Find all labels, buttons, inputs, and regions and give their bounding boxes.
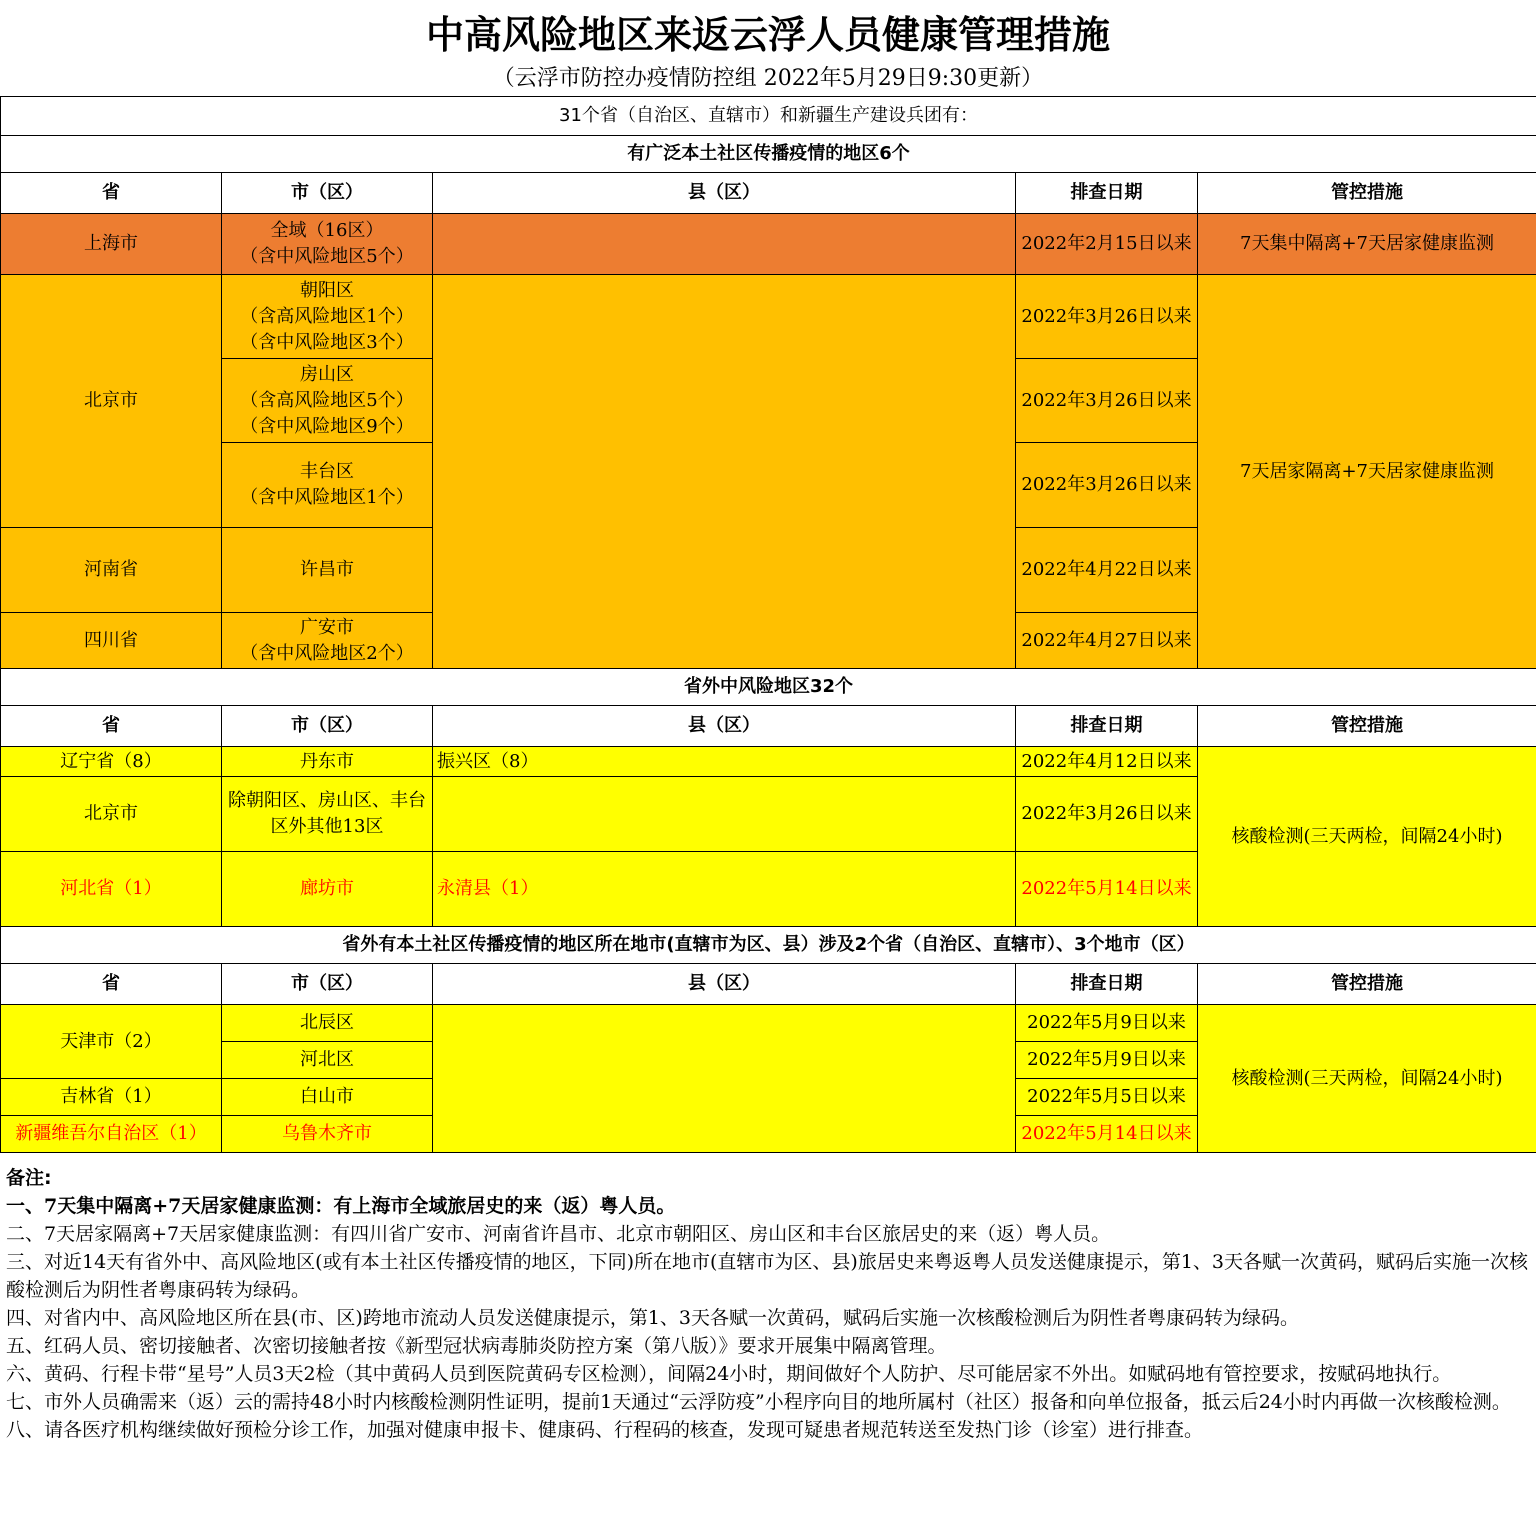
- county-cell: [433, 1005, 1016, 1153]
- city-cell: 许昌市: [222, 528, 433, 613]
- col-header-province: 省: [1, 173, 222, 214]
- province-cell: 河南省: [1, 528, 222, 613]
- city-cell: 房山区 （含高风险地区5个） （含中风险地区9个）: [222, 359, 433, 443]
- county-cell: [433, 214, 1016, 275]
- city-cell: 全域（16区） （含中风险地区5个）: [222, 214, 433, 275]
- province-cell: 辽宁省（8）: [1, 747, 222, 777]
- col-header-province: 省: [1, 706, 222, 747]
- date-cell: 2022年3月26日以来: [1016, 443, 1198, 528]
- col-header-county: 县（区）: [433, 706, 1016, 747]
- measure-cell: 核酸检测(三天两检，间隔24小时): [1198, 747, 1536, 927]
- col-header-county: 县（区）: [433, 173, 1016, 214]
- measure-cell: 7天集中隔离+7天居家健康监测: [1198, 214, 1536, 275]
- city-cell: 北辰区: [222, 1005, 433, 1042]
- province-cell: 上海市: [1, 214, 222, 275]
- city-cell: 除朝阳区、房山区、丰台区外其他13区: [222, 777, 433, 852]
- city-cell: 白山市: [222, 1079, 433, 1116]
- date-cell: 2022年3月26日以来: [1016, 275, 1198, 359]
- note-item: 二、7天居家隔离+7天居家健康监测：有四川省广安市、河南省许昌市、北京市朝阳区、房山区和丰台区旅居史的来（返）粤人员。: [6, 1223, 1111, 1245]
- date-cell: 2022年5月9日以来: [1016, 1005, 1198, 1042]
- col-header-province: 省: [1, 964, 222, 1005]
- col-header-measure: 管控措施: [1198, 173, 1536, 214]
- province-cell: 四川省: [1, 613, 222, 669]
- city-cell: 乌鲁木齐市: [222, 1116, 433, 1153]
- date-cell: 2022年3月26日以来: [1016, 359, 1198, 443]
- date-cell: 2022年5月14日以来: [1016, 1116, 1198, 1153]
- col-header-measure: 管控措施: [1198, 706, 1536, 747]
- city-cell: 丹东市: [222, 747, 433, 777]
- table-row: [1, 747, 1536, 777]
- section3-heading: 省外有本土社区传播疫情的地区所在地市(直辖市为区、县）涉及2个省（自治区、直辖市）、3个地市（区）: [1, 927, 1536, 964]
- county-cell: 永清县（1）: [433, 852, 1016, 927]
- table-row: [1, 214, 1536, 275]
- col-header-city: 市（区）: [222, 173, 433, 214]
- section1-heading: 有广泛本土社区传播疫情的地区6个: [1, 136, 1536, 173]
- col-header-city: 市（区）: [222, 706, 433, 747]
- note-item: 三、对近14天有省外中、高风险地区(或有本土社区传播疫情的地区，下同)所在地市(直辖市为区、县)旅居史来粤返粤人员发送健康提示，第1、3天各赋一次黄码，赋码后实施一次核酸检测后为阴性者粤康码转为绿码。: [6, 1251, 1529, 1301]
- note-item: 七、市外人员确需来（返）云的需持48小时内核酸检测阴性证明，提前1天通过“云浮防疫”小程序向目的地所属村（社区）报备和向单位报备，抵云后24小时内再做一次核酸检测。: [6, 1391, 1511, 1413]
- note-item: 六、黄码、行程卡带“星号”人员3天2检（其中黄码人员到医院黄码专区检测），间隔24小时，期间做好个人防护、尽可能居家不外出。如赋码地有管控要求，按赋码地执行。: [6, 1363, 1452, 1385]
- col-header-date: 排查日期: [1016, 964, 1198, 1005]
- table-row: [1, 275, 1536, 359]
- province-cell: 吉林省（1）: [1, 1079, 222, 1116]
- province-cell: 北京市: [1, 777, 222, 852]
- date-cell: 2022年5月14日以来: [1016, 852, 1198, 927]
- city-cell: 丰台区 （含中风险地区1个）: [222, 443, 433, 528]
- page-title: 中高风险地区来返云浮人员健康管理措施: [425, 13, 1110, 57]
- county-cell: [433, 777, 1016, 852]
- col-header-county: 县（区）: [433, 964, 1016, 1005]
- city-cell: 朝阳区 （含高风险地区1个） （含中风险地区3个）: [222, 275, 433, 359]
- date-cell: 2022年4月27日以来: [1016, 613, 1198, 669]
- date-cell: 2022年3月26日以来: [1016, 777, 1198, 852]
- county-cell: 振兴区（8）: [433, 747, 1016, 777]
- note-item: 五、红码人员、密切接触者、次密切接触者按《新型冠状病毒肺炎防控方案（第八版）》要求开展集中隔离管理。: [6, 1335, 947, 1357]
- province-cell: 北京市: [1, 275, 222, 528]
- col-header-date: 排查日期: [1016, 173, 1198, 214]
- table-row: [1, 1005, 1536, 1042]
- col-header-measure: 管控措施: [1198, 964, 1536, 1005]
- city-cell: 广安市 （含中风险地区2个）: [222, 613, 433, 669]
- notes-label: 备注:: [6, 1167, 52, 1189]
- notes-section: [0, 1156, 1536, 1444]
- page-subtitle: （云浮市防控办疫情防控组 2022年5月29日9:30更新）: [492, 66, 1044, 91]
- measure-cell: 7天居家隔离+7天居家健康监测: [1198, 275, 1536, 669]
- province-cell: 河北省（1）: [1, 852, 222, 927]
- note-item: 四、对省内中、高风险地区所在县(市、区)跨地市流动人员发送健康提示，第1、3天各赋一次黄码，赋码后实施一次核酸检测后为阴性者粤康码转为绿码。: [6, 1307, 1300, 1329]
- date-cell: 2022年4月12日以来: [1016, 747, 1198, 777]
- county-cell: [433, 275, 1016, 669]
- date-cell: 2022年4月22日以来: [1016, 528, 1198, 613]
- banner-row: 31个省（自治区、直辖市）和新疆生产建设兵团有：: [1, 97, 1536, 136]
- city-cell: 河北区: [222, 1042, 433, 1079]
- risk-area-table: [0, 96, 1536, 1153]
- date-cell: 2022年5月9日以来: [1016, 1042, 1198, 1079]
- province-cell: 天津市（2）: [1, 1005, 222, 1079]
- city-cell: 廊坊市: [222, 852, 433, 927]
- date-cell: 2022年2月15日以来: [1016, 214, 1198, 275]
- province-cell: 新疆维吾尔自治区（1）: [1, 1116, 222, 1153]
- note-item: 一、7天集中隔离+7天居家健康监测：有上海市全域旅居史的来（返）粤人员。: [6, 1195, 676, 1217]
- col-header-date: 排查日期: [1016, 706, 1198, 747]
- measure-cell: 核酸检测(三天两检，间隔24小时): [1198, 1005, 1536, 1153]
- section2-heading: 省外中风险地区32个: [1, 669, 1536, 706]
- note-item: 八、请各医疗机构继续做好预检分诊工作，加强对健康申报卡、健康码、行程码的核查，发现可疑患者规范转送至发热门诊（诊室）进行排查。: [6, 1419, 1204, 1441]
- col-header-city: 市（区）: [222, 964, 433, 1005]
- date-cell: 2022年5月5日以来: [1016, 1079, 1198, 1116]
